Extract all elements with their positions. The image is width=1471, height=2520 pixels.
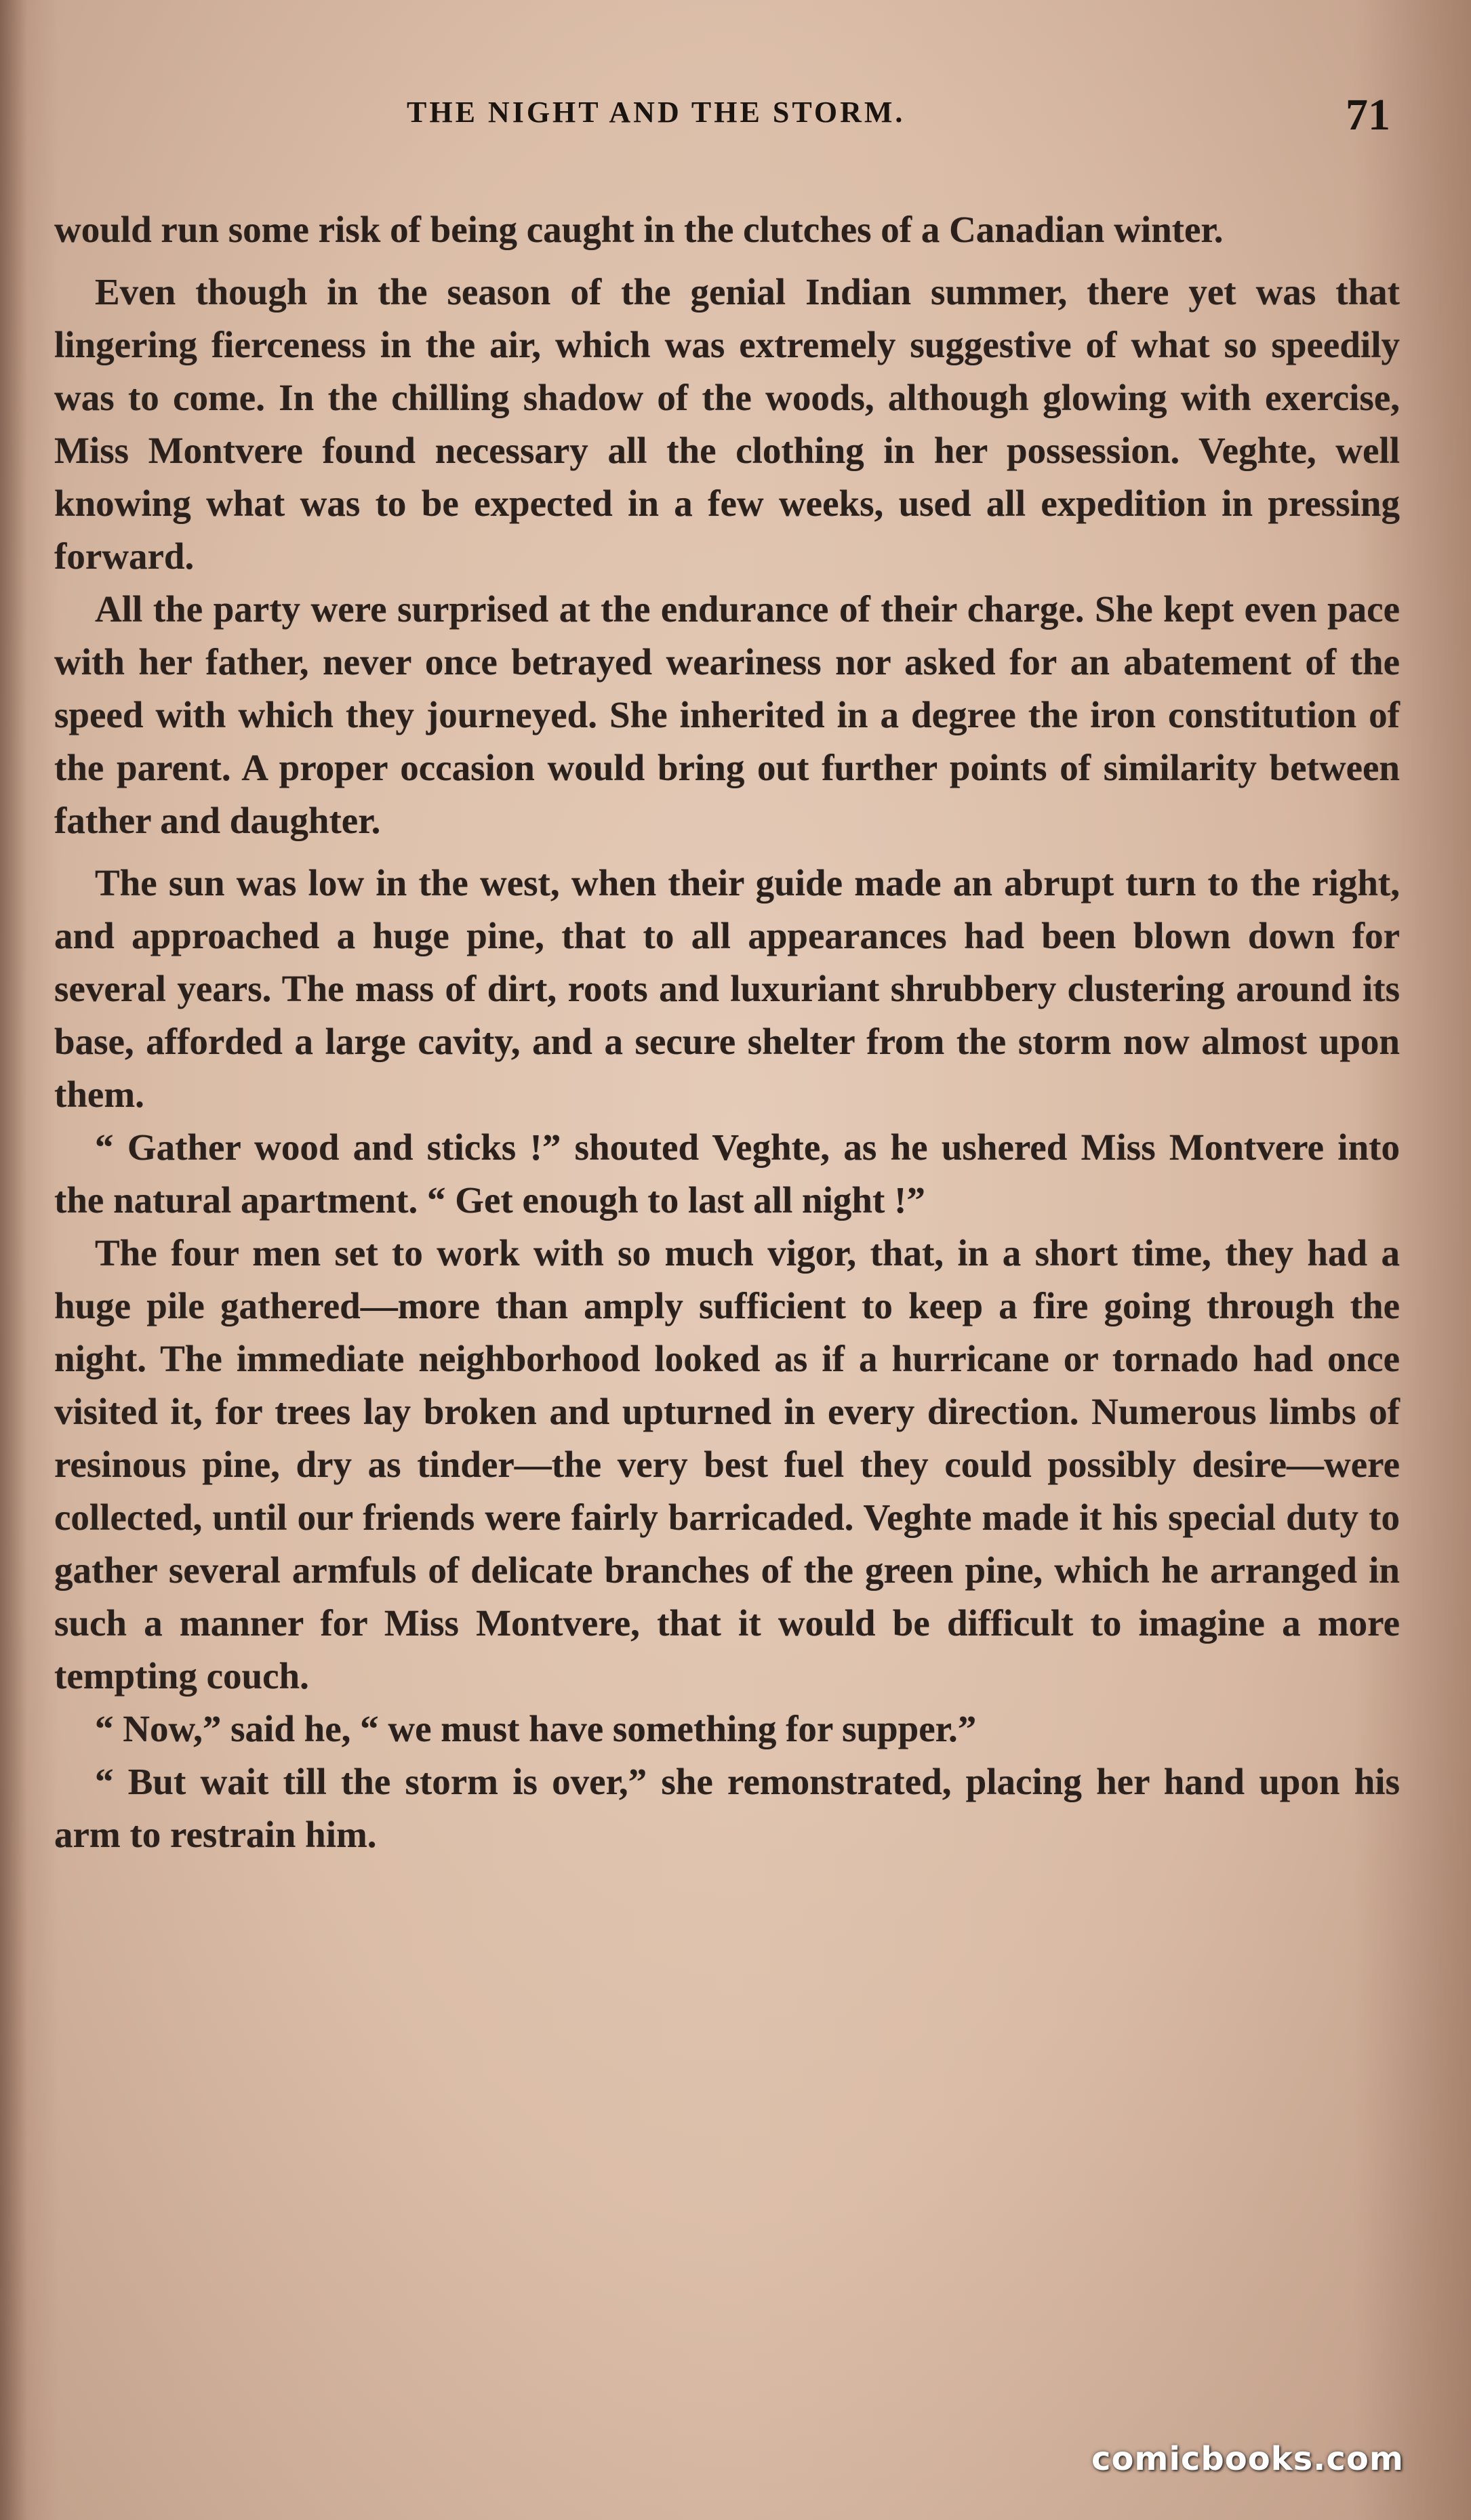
page-number: 71 (1346, 90, 1390, 140)
paragraph: The sun was low in the west, when their guide made an abrupt turn to the right, and approached a huge pine, that to all appearances had been blown down for several years. The mass of dirt, roots and luxuriant shrubbery clustering around its base, afforded a large cavity, and a secure shelter from the storm now almost upon them. (54, 862, 1400, 1115)
paragraph-dialogue: “ But wait till the storm is over,” she remonstrated, placing her hand upon his arm to restrain him. (54, 1761, 1400, 1855)
paragraph: Even though in the season of the genial Indian summer, there yet was that lingering fierceness in the air, which was extremely suggestive of what so speedily was to come. In the chilling shadow of the woods, although glowing with exercise, Miss Montvere found necessary all the clothing in her possession. Veghte, well knowing what was to be expected in a few weeks, used all expedition in pressing forward. (54, 271, 1400, 577)
paragraph-continued: would run some risk of being caught in the clutches of a Canadian winter. (54, 209, 1224, 250)
paragraph: All the party were surprised at the endurance of their charge. She kept even pace with her father, never once betrayed weariness nor asked for an abatement of the speed with which they journeyed. She inherited in a degree the iron constitution of the parent. A proper occasion would bring out further points of similarity between father and daughter. (54, 588, 1400, 841)
running-title: THE NIGHT AND THE STORM. (407, 96, 906, 129)
paragraph: The four men set to work with so much vigor, that, in a short time, they had a huge pile gathered—more than amply sufficient to keep a fire going through the night. The immediate neighborhood looked as if a hurricane or tornado had once visited it, for trees lay broken and upturned in every direction. Numerous limbs of resinous pine, dry as tinder—the very best fuel they could possibly desire—were collected, until our friends were fairly barricaded. Veghte made it his special duty to gather several armfuls of delicate branches of the green pine, which he arranged in such a manner for Miss Montvere, that it would be difficult to imagine a more tempting couch. (54, 1232, 1400, 1696)
watermark: comicbooks.com (1091, 2440, 1404, 2478)
paragraph-dialogue: “ Now,” said he, “ we must have something for supper.” (95, 1708, 977, 1749)
body-text (54, 203, 1400, 1861)
running-head (0, 90, 1471, 142)
binding-shadow (0, 0, 27, 2520)
paragraph-dialogue: “ Gather wood and sticks !” shouted Veghte, as he ushered Miss Montvere into the natural apartment. “ Get enough to last all night !” (54, 1126, 1400, 1221)
